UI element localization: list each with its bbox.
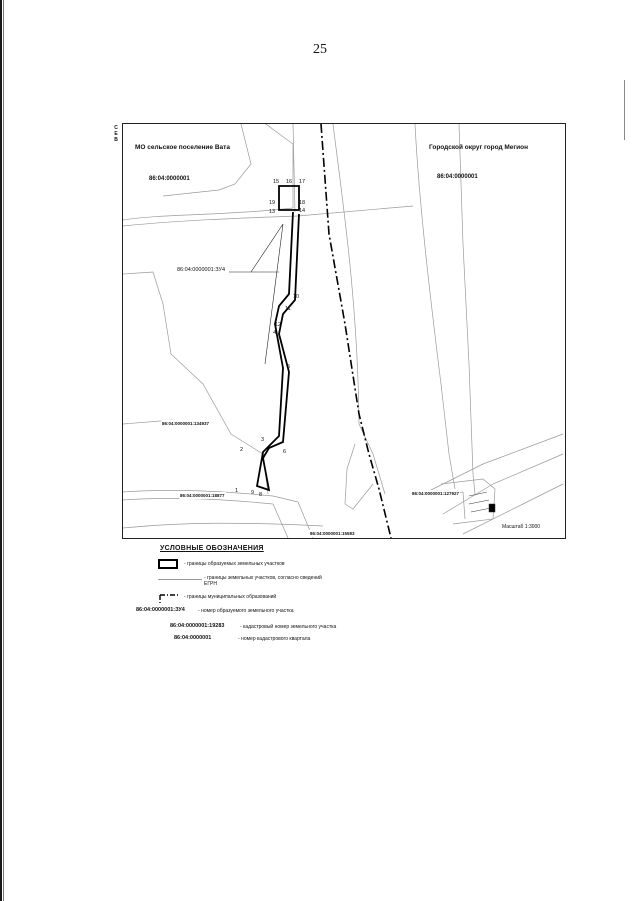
scan-left-border-shadow [3, 0, 4, 901]
point-label: 2 [240, 447, 244, 453]
point-label: 18 [299, 200, 306, 206]
point-label: 9 [251, 490, 255, 496]
legend-swatch-municipal [158, 593, 180, 605]
region-label-left: МО сельское поселение Вата [135, 144, 230, 151]
parcel-number-label: 86:04:0000001:ЗУ4 [177, 267, 226, 273]
legend-desc: - границы муниципальных образований [184, 594, 277, 600]
point-label: 12 [275, 322, 282, 328]
legend-desc: - номер кадастрового квартала [238, 636, 311, 642]
point-label: 13 [269, 209, 276, 215]
point-label: 11 [285, 306, 291, 312]
legend-title: УСЛОВНЫЕ ОБОЗНАЧЕНИЯ [160, 545, 264, 552]
point-label: 15 [273, 179, 280, 185]
map-legend [136, 545, 400, 655]
cadastral-map [123, 124, 565, 538]
legend-desc: - границы земельных участков, согласно сведений ЕГРН [204, 575, 322, 587]
point-label: 10 [293, 294, 300, 300]
municipal-boundary [321, 124, 391, 538]
point-label: 17 [299, 179, 306, 185]
north-arrow-label: С Е В [114, 125, 118, 143]
leader-lines [229, 224, 283, 364]
legend-code: 86:04:0000001:19283 [170, 623, 225, 629]
legend-swatch-egrn [158, 579, 202, 581]
point-label: 1 [235, 488, 239, 494]
point-label: 6 [283, 449, 287, 455]
scan-right-mark [624, 80, 625, 140]
point-label: 7 [263, 454, 267, 460]
point-label: 14 [299, 208, 306, 214]
point-label: 19 [269, 200, 276, 206]
legend-desc: - номер образуемого земельного участка [198, 608, 294, 614]
quarter-number-left: 86:04:0000001 [149, 176, 190, 182]
page-number: 25 [313, 42, 327, 57]
building-hatch [469, 492, 495, 512]
legend-code: 86:04:0000001:ЗУ4 [136, 607, 185, 613]
cadastral-number-left: 86:04:0000001:134937 [162, 421, 210, 426]
point-label: 8 [259, 492, 263, 498]
region-label-right: Городской округ город Мегион [429, 144, 529, 151]
point-label: 5 [287, 364, 291, 370]
legend-code: 86:04:0000001 [174, 635, 212, 641]
scan-left-border [0, 0, 2, 901]
egrn-parcel-boundaries [123, 124, 563, 538]
cadastral-number-bottom-mid: 86:04:0000001:15583 [310, 531, 355, 536]
point-label: 3 [261, 437, 265, 443]
cadastral-number-bottom-left: 86:04:0000001:18877 [180, 493, 225, 498]
point-label: 4 [273, 330, 277, 336]
map-scale: Масштаб 1:3000 [502, 524, 541, 530]
point-label: 16 [286, 179, 293, 185]
legend-desc: - границы образуемых земельных участков [184, 561, 285, 567]
legend-desc: - кадастровый номер земельного участка [240, 624, 337, 630]
legend-swatch-formed-parcel [158, 559, 178, 569]
cadastral-number-right: 86:04:0000001:127927 [412, 491, 460, 496]
map-frame [122, 123, 566, 539]
quarter-number-right: 86:04:0000001 [437, 174, 478, 180]
